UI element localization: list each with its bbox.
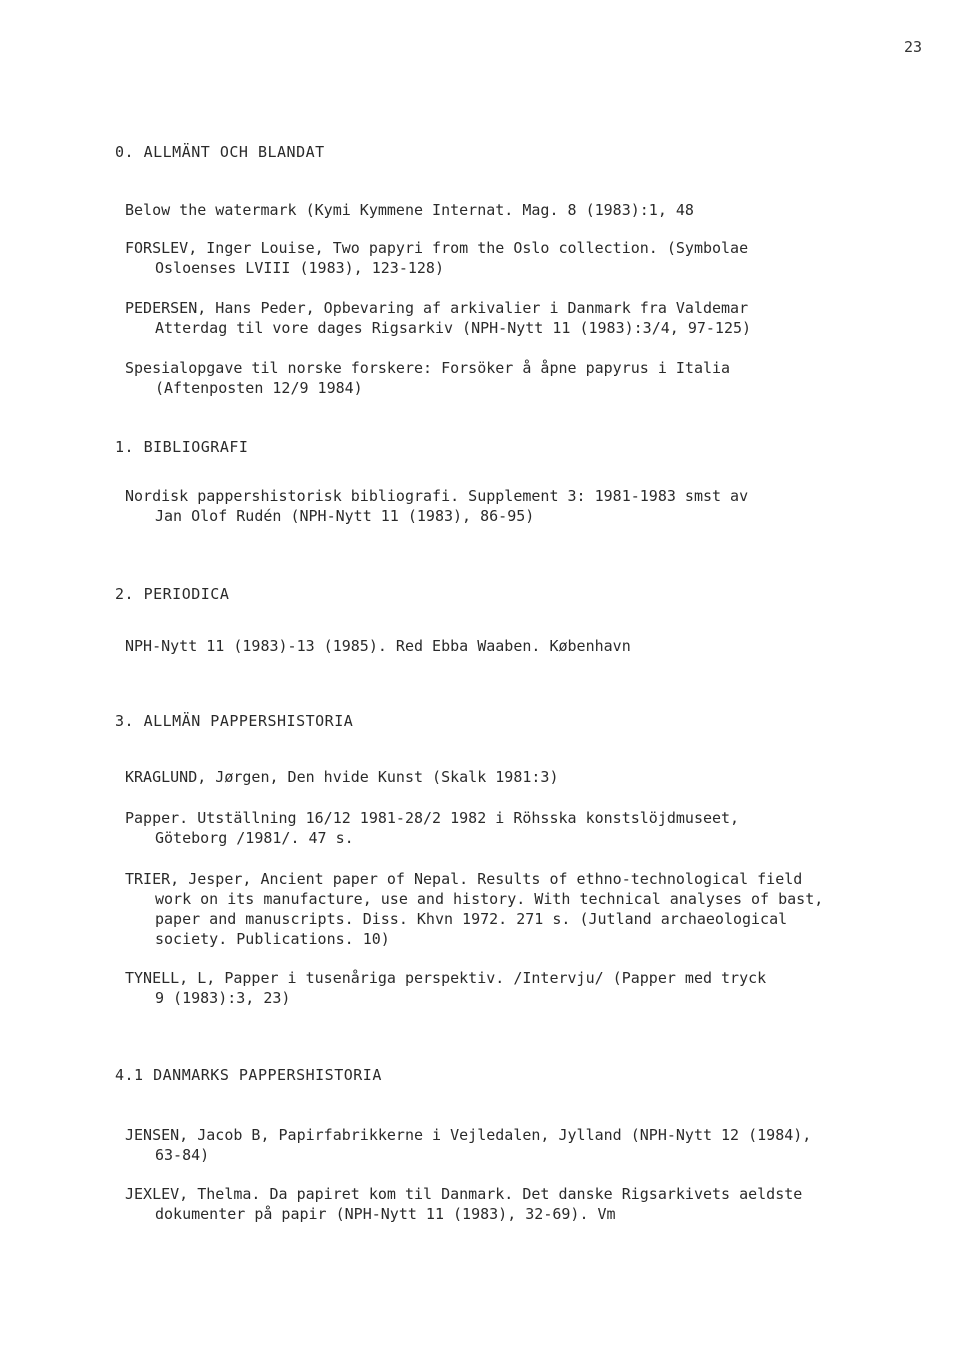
entry-line: 9 (1983):3, 23): [155, 989, 291, 1007]
entry-line: Jan Olof Rudén (NPH-Nytt 11 (1983), 86-95): [155, 507, 535, 525]
bibliography-entry: [125, 1184, 905, 1224]
entry-line: Below the watermark (Kymi Kymmene Internat. Mag. 8 (1983):1, 48: [125, 201, 694, 219]
entry-line: Osloenses LVIII (1983), 123-128): [155, 259, 444, 277]
bibliography-entry: [125, 200, 905, 220]
bibliography-entry: [125, 238, 905, 278]
entry-line: NPH-Nytt 11 (1983)-13 (1985). Red Ebba Waaben. København: [125, 637, 631, 655]
entry-line: PEDERSEN, Hans Peder, Opbevaring af arkivalier i Danmark fra Valdemar: [125, 299, 749, 317]
entry-line: Göteborg /1981/. 47 s.: [155, 829, 354, 847]
entry-line: TRIER, Jesper, Ancient paper of Nepal. Results of ethno-technological field: [125, 870, 803, 888]
entry-line: JENSEN, Jacob B, Papirfabrikkerne i Vejledalen, Jylland (NPH-Nytt 12 (1984),: [125, 1126, 812, 1144]
entry-line: Nordisk pappershistorisk bibliografi. Supplement 3: 1981-1983 smst av: [125, 487, 749, 505]
page-number: 23: [903, 38, 922, 56]
entry-line: KRAGLUND, Jørgen, Den hvide Kunst (Skalk 1981:3): [125, 768, 559, 786]
bibliography-entry: [125, 1125, 905, 1165]
entry-line: 63-84): [155, 1146, 210, 1164]
entry-line: Papper. Utställning 16/12 1981-28/2 1982 i Röhsska konstslöjdmuseet,: [125, 809, 740, 827]
bibliography-entry: [125, 298, 905, 338]
entry-line: society. Publications. 10): [155, 930, 390, 948]
section-heading-bibliografi: 1. BIBLIOGRAFI: [115, 438, 249, 456]
bibliography-entry: [125, 869, 905, 949]
entry-line: TYNELL, L, Papper i tusenåriga perspektiv. /Intervju/ (Papper med tryck: [125, 969, 767, 987]
section-heading-allmant: 0. ALLMÄNT OCH BLANDAT: [115, 143, 325, 161]
bibliography-entry: [125, 808, 905, 848]
bibliography-entry: [125, 767, 905, 787]
entry-line: FORSLEV, Inger Louise, Two papyri from the Oslo collection. (Symbolae: [125, 239, 749, 257]
entry-line: paper and manuscripts. Diss. Khvn 1972. 271 s. (Jutland archaeological: [155, 910, 788, 928]
bibliography-entry: [125, 358, 905, 398]
section-heading-danmarks-pappershistoria: 4.1 DANMARKS PAPPERSHISTORIA: [115, 1066, 382, 1084]
entry-line: (Aftenposten 12/9 1984): [155, 379, 363, 397]
bibliography-entry: [125, 636, 905, 656]
entry-line: Spesialopgave til norske forskere: Forsöker å åpne papyrus i Italia: [125, 359, 731, 377]
entry-line: JEXLEV, Thelma. Da papiret kom til Danmark. Det danske Rigsarkivets aeldste: [125, 1185, 803, 1203]
bibliography-entry: [125, 968, 905, 1008]
section-heading-periodica: 2. PERIODICA: [115, 585, 230, 603]
section-heading-allman-pappershistoria: 3. ALLMÄN PAPPERSHISTORIA: [115, 712, 354, 730]
entry-line: Atterdag til vore dages Rigsarkiv (NPH-Nytt 11 (1983):3/4, 97-125): [155, 319, 752, 337]
bibliography-entry: [125, 486, 905, 526]
entry-line: dokumenter på papir (NPH-Nytt 11 (1983), 32-69). Vm: [155, 1205, 616, 1223]
entry-line: work on its manufacture, use and history. With technical analyses of bast,: [155, 890, 824, 908]
